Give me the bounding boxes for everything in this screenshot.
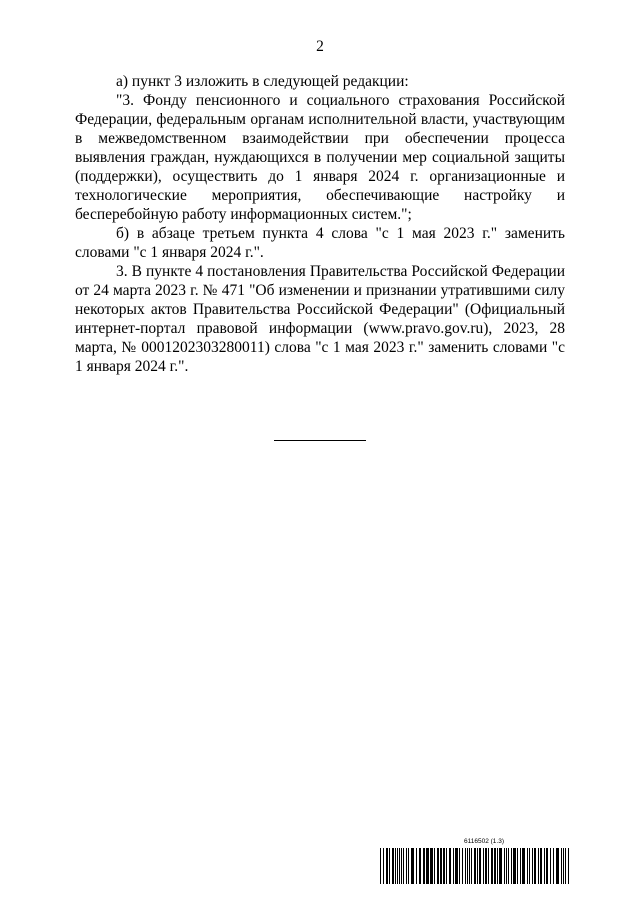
page-number: 2 xyxy=(316,38,324,55)
document-body xyxy=(75,72,565,376)
end-separator-line xyxy=(274,440,366,441)
barcode-label: 6116502 (1.3) xyxy=(464,838,504,845)
paragraph-item-a: а) пункт 3 изложить в следующей редакции: xyxy=(116,73,409,90)
paragraph-item-b: б) в абзаце третьем пункта 4 слова "с 1 мая 2023 г." заменить словами "с 1 января 2024 г.". xyxy=(75,225,565,261)
paragraph-point-3: 3. В пункте 4 постановления Правительства Российской Федерации от 24 марта 2023 г. № 471 "Об изменении и признании утратившими силу некоторых актов Правительства Российской Федерации" (Официальный интернет-портал правовой информации (www.pravo.gov.ru), 2023, 28 марта, № 0001202303280011) слова "с 1 мая 2023 г." заменить словами "с 1 января 2024 г.". xyxy=(75,263,565,375)
barcode-image xyxy=(380,848,571,884)
barcode-block xyxy=(380,838,571,884)
paragraph-point-3-text: "3. Фонду пенсионного и социального страхования Российской Федерации, федеральным органам исполнительной власти, участвующим в межведомственном взаимодействии при обеспечении процесса выявления граждан, нуждающихся в получении мер социальной защиты (поддержки), осуществить до 1 января 2024 г. организационные и технологические мероприятия, обеспечивающие настройку и бесперебойную работу информационных систем."; xyxy=(75,92,565,223)
